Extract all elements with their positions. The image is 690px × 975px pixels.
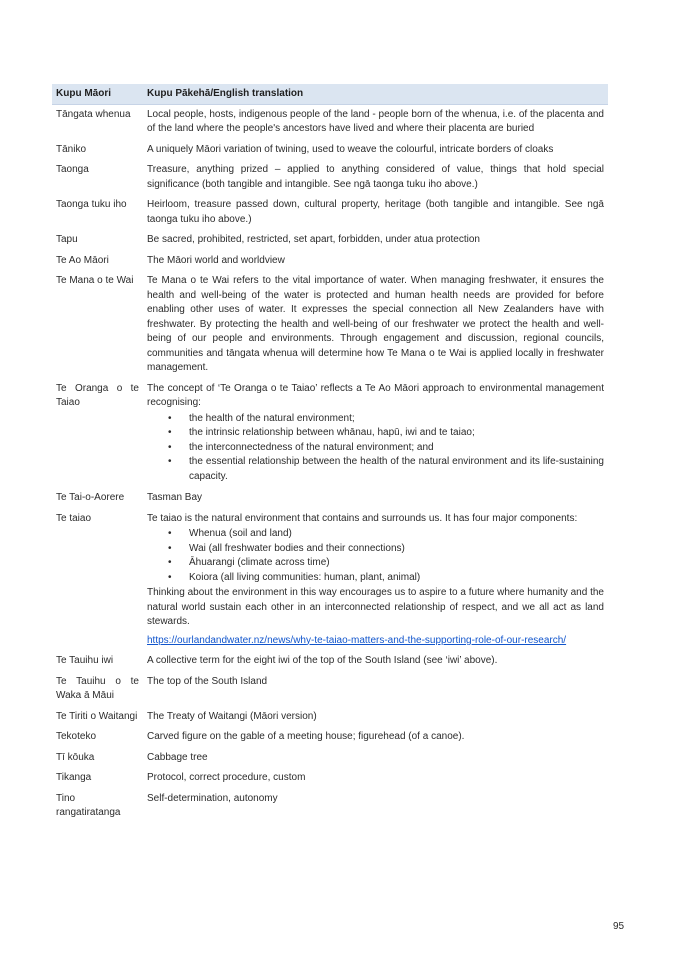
row-translation [143,379,608,489]
row-translation: A collective term for the eight iwi of the top of the South Island (see ‘iwi’ above). [147,655,498,666]
row-translation: Tasman Bay [147,492,203,503]
row-translation: Heirloom, treasure passed down, cultural property, heritage (both tangible and intangible. See ngā taonga tuku iho above.) [147,199,604,225]
row-followup-text: Thinking about the environment in this way encourages us to aspire to a future where humanity and the natural world sustain each other in an interconnected relationship of respect, and we all act as land stewards. [147,587,604,627]
row-term: Taonga [56,164,89,175]
table-row [52,195,608,230]
bullet-item: • the interconnectedness of the natural environment; and [189,441,604,456]
row-term: Tekoteko [56,731,97,742]
row-translation: Cabbage tree [147,751,208,763]
table-row [52,160,608,195]
row-term: Te Ao Māori [56,254,109,266]
table-row [52,707,608,728]
row-term: Tapu [56,234,78,245]
bullet-item: • Āhuarangi (climate across time) [189,556,604,571]
bullet-list [147,527,604,585]
bullet-list [147,412,604,485]
row-term: Te Tauihu o te Waka ā Māui [56,675,139,701]
table-row [52,768,608,789]
table-row [52,271,608,379]
row-translation: Te Mana o te Wai refers to the vital importance of water. When managing freshwater, it ensures the health and well-being of the water is protected and human health needs are provided for before enabling other uses of water. It expresses the special connection all New Zealanders have with freshwater. By protecting the health and well-being of our freshwater we protect the health and well-being of our people and environments. Through engagement and discussion, regional councils, communities and tāngata whenua will determine how Te Mana o te Wai is applied locally in freshwater management. [147,275,604,373]
row-term: Tāniko [56,143,87,155]
row-term: Te Tai-o-Aorere [56,492,125,503]
reference-link[interactable]: https://ourlandandwater.nz/news/why-te-taiao-matters-and-the-supporting-role-of-our-research/ [147,634,567,646]
bullet-item: • Whenua (soil and land) [189,527,604,542]
header-translation: Kupu Pākehā/English translation [143,84,608,104]
row-translation: Be sacred, prohibited, restricted, set apart, forbidden, under atua protection [147,234,480,245]
row-term: Te Mana o te Wai [56,275,134,286]
table-row [52,748,608,769]
table-row [52,230,608,251]
row-term: Te Oranga o te Taiao [56,382,139,408]
row-translation: A uniquely Māori variation of twining, used to weave the colourful, intricate borders of cloaks [147,143,554,155]
row-term: Tino rangatiratanga [56,792,121,818]
bullet-item: • the essential relationship between the health of the natural environment and its life-sustaining capacity. [189,455,604,484]
page-number: 95 [613,921,625,932]
row-term: Te taiao [56,512,92,524]
row-translation: Local people, hosts, indigenous people of the land - people born of the whenua, i.e. of the placenta and of the land where the people's ancestors have lived and where their placenta are buried [147,108,604,134]
glossary-table [52,84,608,824]
table-row [52,140,608,161]
table-row [52,789,608,824]
row-term: Tikanga [56,772,92,783]
table-row [52,672,608,707]
table-row [52,727,608,748]
table-header-row [52,84,608,104]
table-row [52,651,608,672]
table-row [52,509,608,652]
row-translation: Treasure, anything prized – applied to anything considered of value, things that hold special significance (both tangible and intangible. See ngā taonga tuku iho above.) [147,164,604,190]
row-translation: Protocol, correct procedure, custom [147,772,306,783]
bullet-item: • the intrinsic relationship between whānau, hapū, iwi and te taiao; [189,426,604,441]
row-term: Taonga tuku iho [56,199,127,210]
row-term: Te Tauihu iwi [56,655,114,666]
table-row [52,104,608,140]
row-term: Te Tiriti o Waitangi [56,710,138,722]
row-intro-text: Te taiao is the natural environment that contains and surrounds us. It has four major components: [147,512,578,524]
bullet-item: • the health of the natural environment; [189,412,604,427]
reference-link-paragraph [147,634,604,649]
table-row [52,488,608,509]
row-translation [143,509,608,652]
row-translation: The top of the South Island [147,675,268,687]
bullet-item: • Koiora (all living communities: human, plant, animal) [189,571,604,586]
row-translation: Carved figure on the gable of a meeting house; figurehead (of a canoe). [147,731,465,742]
bullet-item: • Wai (all freshwater bodies and their connections) [189,542,604,557]
row-translation: The Treaty of Waitangi (Māori version) [147,710,317,722]
table-row [52,379,608,489]
row-translation: The Māori world and worldview [147,254,285,266]
row-translation: Self-determination, autonomy [147,792,278,804]
row-intro-text: The concept of ‘Te Oranga o te Taiao’ reflects a Te Ao Māori approach to environmental management recognising: [147,382,604,408]
table-row [52,251,608,272]
row-term: Tāngata whenua [56,108,131,120]
row-term: Tī kōuka [56,751,95,763]
header-term: Kupu Māori [52,84,143,104]
